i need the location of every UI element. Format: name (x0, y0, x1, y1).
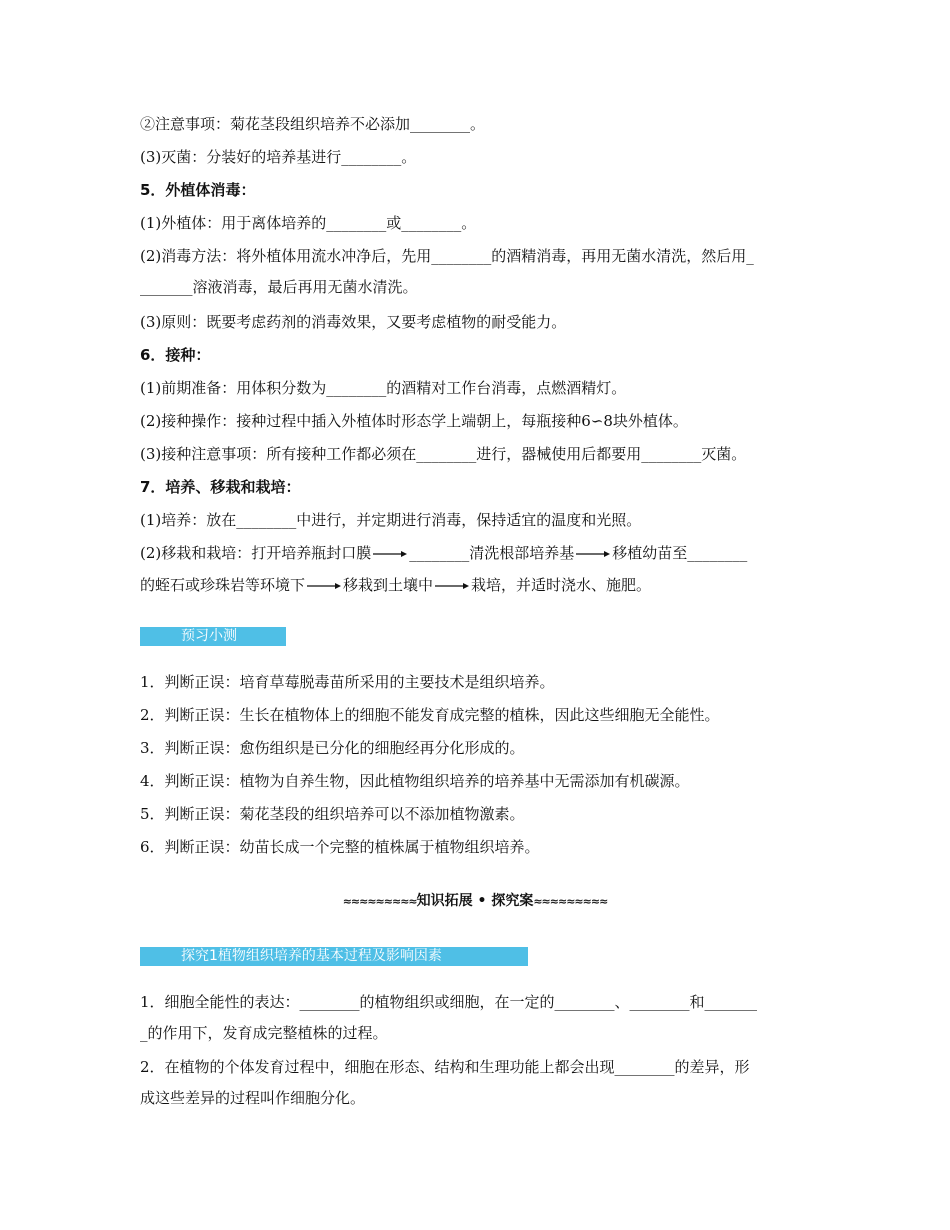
text-segment: ________清洗根部培养基 (409, 544, 575, 562)
text-segment: 的蛭石或珍珠岩等环境下 (140, 576, 306, 594)
text-line: (1)前期准备：用体积分数为________的酒精对工作台消毒，点燃酒精灯。 (140, 379, 627, 397)
text-line: 成这些差异的过程叫作细胞分化。 (140, 1089, 366, 1107)
text-line: 2．在植物的个体发育过程中，细胞在形态、结构和生理功能上都会出现________的差异，形 (140, 1058, 750, 1076)
transplant-line-1 (140, 543, 747, 563)
quiz-item: 1．判断正误：培育草莓脱毒苗所采用的主要技术是组织培养。 (140, 673, 555, 691)
text-segment: 移栽到土壤中 (343, 576, 434, 594)
arrow-right-icon (307, 581, 341, 591)
arrow-right-icon (576, 549, 610, 559)
quiz-item: 4．判断正误：植物为自养生物，因此植物组织培养的培养基中无需添加有机碳源。 (140, 772, 690, 790)
text-line: ②注意事项：菊花茎段组织培养不必添加________。 (140, 115, 486, 133)
text-line: (1)培养：放在________中进行，并定期进行消毒，保持适宜的温度和光照。 (140, 511, 642, 529)
arrow-right-icon (435, 581, 469, 591)
text-line: (3)灭菌：分装好的培养基进行________。 (140, 148, 417, 166)
transplant-line-2 (140, 575, 651, 595)
text-line: (2)消毒方法：将外植体用流水冲净后，先用________的酒精消毒，再用无菌水清洗，然后用_ (140, 247, 754, 265)
text-segment: (2)移栽和栽培：打开培养瓶封口膜 (140, 544, 372, 562)
quiz-item: 2．判断正误：生长在植物体上的细胞不能发育成完整的植株，因此这些细胞无全能性。 (140, 706, 720, 724)
text-line: (2)接种操作：接种过程中插入外植体时形态学上端朝上，每瓶接种6∽8块外植体。 (140, 412, 688, 430)
section-heading: 6．接种： (140, 346, 211, 364)
section-heading: 5．外植体消毒： (140, 181, 256, 199)
divider-title: 知识拓展 • 探究案 (416, 893, 534, 909)
section-divider (300, 891, 650, 912)
text-line: (1)外植体：用于离体培养的________或________。 (140, 214, 477, 232)
wave-decoration: ≈≈≈≈≈≈≈≈≈ (533, 895, 608, 908)
quiz-item: 6．判断正误：幼苗长成一个完整的植株属于植物组织培养。 (140, 838, 540, 856)
section-heading: 7．培养、移栽和栽培： (140, 478, 301, 496)
explore-header: 探究1植物组织培养的基本过程及影响因素 (140, 947, 528, 966)
preview-header: 预习小测 (140, 627, 286, 646)
quiz-item: 3．判断正误：愈伤组织是已分化的细胞经再分化形成的。 (140, 739, 525, 757)
text-line: (3)原则：既要考虑药剂的消毒效果，又要考虑植物的耐受能力。 (140, 313, 567, 331)
quiz-item: 5．判断正误：菊花茎段的组织培养可以不添加植物激素。 (140, 805, 525, 823)
text-line: 1．细胞全能性的表达：________的植物组织或细胞，在一定的________、________和_______ (140, 993, 758, 1011)
text-segment: 栽培，并适时浇水、施肥。 (471, 576, 652, 594)
text-line: (3)接种注意事项：所有接种工作都必须在________进行，器械使用后都要用________灭菌。 (140, 445, 747, 463)
text-segment: 移植幼苗至________ (612, 544, 748, 562)
text-line: _的作用下，发育成完整植株的过程。 (140, 1024, 388, 1042)
wave-decoration: ≈≈≈≈≈≈≈≈≈ (342, 895, 417, 908)
arrow-right-icon (373, 549, 407, 559)
text-line: _______溶液消毒，最后再用无菌水清洗。 (140, 278, 418, 296)
